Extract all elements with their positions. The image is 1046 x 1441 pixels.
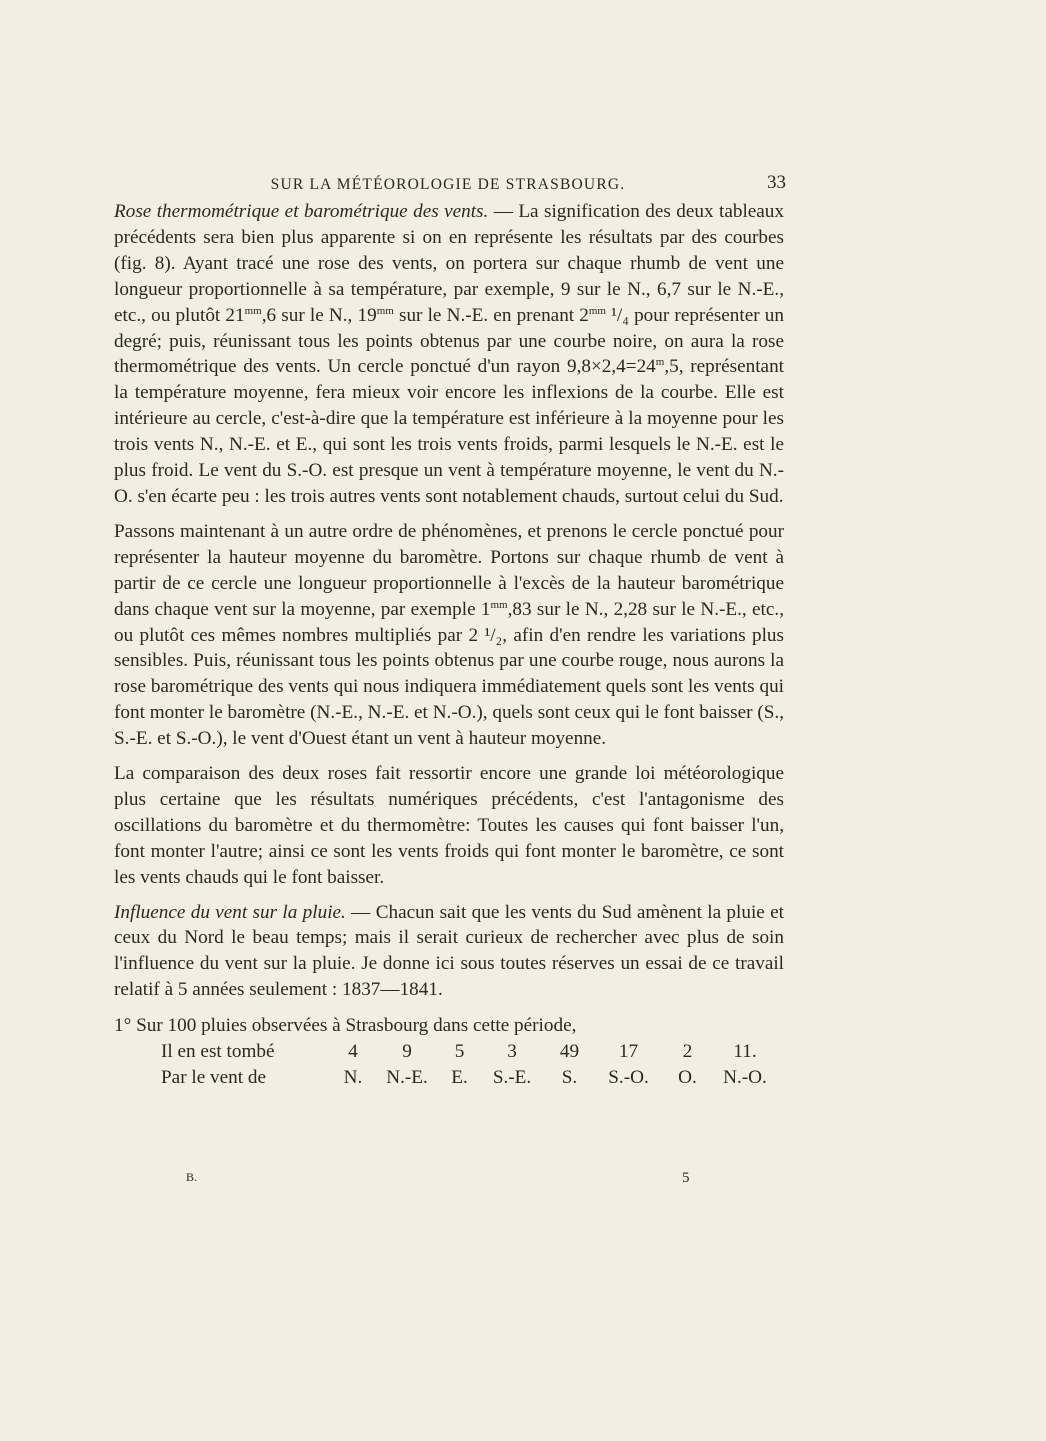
section-heading-rose: Rose thermométrique et barométrique des vents. — [114, 201, 489, 222]
unit-superscript: mm — [490, 598, 508, 611]
text-run: — La signification des deux tableaux précédents sera bien plus apparente si on en représente les résultats par des courbes (fig. 8). Ayant tracé une rose des vents, on portera sur chaque rhumb de vent une longueur proportionnelle à sa température, par exemple, 9 sur le N., 6,7 sur le N.-E., etc., ou plutôt 21 — [114, 201, 784, 326]
table-row-label: Il en est tombé — [161, 1041, 275, 1063]
page-body — [114, 199, 784, 1091]
unit-superscript: m — [655, 356, 665, 369]
table-cell: N.-O. — [723, 1067, 767, 1089]
table-cell: N.-E. — [386, 1067, 428, 1089]
header-title: SUR LA MÉTÉOROLOGIE DE STRASBOURG. — [270, 176, 626, 193]
paragraph-comparaison — [114, 761, 784, 891]
table-cell: 3 — [507, 1041, 517, 1063]
text-run: ,5, représentant la température moyenne, fera mieux voir encore les inflexions de la courbe. Elle est intérieure au cercle, c'est-à-dire que la température est inférieure à la moyenne pour les trois vents N., N.-E. et E., qui sont les trois vents froids, parmi lesquels le N.-E. est le plus froid. Le vent du S.-O. est presque un vent à température moyenne, le vent du N.-O. s'en écarte peu : les trois autres vents sont notablement chauds, surtout celui du Sud. — [114, 356, 784, 507]
table-cell: E. — [451, 1067, 468, 1089]
table-cell: 17 — [618, 1041, 639, 1063]
table-cell: 5 — [454, 1041, 465, 1063]
table-cell: 11. — [733, 1041, 757, 1063]
text-run: Passons maintenant à un autre ordre de phénomènes, et prenons le cercle ponctué pour représenter la hauteur moyenne du baromètre. Portons sur chaque rhumb de vent à partir de ce cercle une longueur proportionnelle à l'excès de la hauteur barométrique dans chaque vent sur la moyenne, par exemple 1 — [114, 520, 784, 620]
table-row-label: Par le vent de — [161, 1067, 266, 1089]
paragraph-barometre — [114, 519, 784, 752]
table-cell: 49 — [559, 1041, 580, 1063]
table-cell: S.-O. — [608, 1067, 649, 1089]
text-run: sur le N.-E. en prenant 2 — [393, 304, 589, 326]
table-intro: 1° Sur 100 pluies observées à Strasbourg dans cette période, — [114, 1015, 577, 1037]
table-cell: S. — [561, 1067, 578, 1089]
table-cell: O. — [678, 1067, 697, 1089]
table-cell: 2 — [682, 1041, 693, 1063]
page-footer — [114, 1170, 784, 1190]
table-cell: 9 — [402, 1041, 412, 1063]
table-cell: N. — [343, 1067, 363, 1089]
paragraph-pluie — [114, 900, 784, 1004]
unit-superscript: mm — [376, 304, 394, 317]
paragraph-rose — [114, 199, 784, 510]
text-run: ¹/₄ pour représenter un degré; puis, réunissant tous les points obtenus par une courbe noire, on aura la rose thermométrique des vents. Un cercle ponctué d'un rayon 9,8×2,4=24 — [114, 304, 784, 378]
table-cell: 4 — [348, 1041, 358, 1063]
table-cell: S.-E. — [492, 1067, 532, 1089]
unit-superscript: mm — [244, 304, 262, 317]
unit-superscript: mm — [588, 304, 606, 317]
text-run: ,6 sur le N., 19 — [261, 304, 377, 326]
running-header — [112, 172, 784, 198]
text-run: ,83 sur le N., 2,28 sur le N.-E., etc., ou plutôt ces mêmes nombres multipliés par 2 ¹/₂, afin d'en rendre les variations plus sensibles. Puis, réunissant tous les points obtenus par une courbe rouge, nous aurons la rose barométrique des vents qui nous indiquera immédiatement quels sont les vents qui font monter le baromètre (N.-E., N.-E. et N.-O.), quels sont ceux qui le font baisser (S., S.-E. et S.-O.), le vent d'Ouest étant un vent à hauteur moyenne. — [114, 598, 784, 750]
page-number: 33 — [767, 172, 786, 193]
rain-wind-table — [114, 1013, 784, 1091]
table-row-values — [114, 1039, 784, 1065]
gathering-number: 5 — [682, 1170, 690, 1186]
section-heading-pluie: Influence du vent sur la pluie. — [114, 901, 346, 923]
text-run: — Chacun sait que les vents du Sud amènent la pluie et ceux du Nord le beau temps; mais il serait curieux de rechercher avec plus de soin l'influence du vent sur la pluie. Je donne ici sous toutes réserves un essai de ce travail relatif à 5 années seulement : 1837—1841. — [114, 901, 784, 1001]
table-row-winds — [114, 1065, 784, 1091]
signature-mark: B. — [186, 1170, 198, 1184]
text-run: La comparaison des deux roses fait ressortir encore une grande loi météorologique plus certaine que les résultats numériques précédents, c'est l'antagonisme des oscillations du baromètre et du thermomètre: Toutes les causes qui font baisser l'un, font monter l'autre; ainsi ce sont les vents froids qui font monter le baromètre, ce sont les vents chauds qui le font baisser. — [114, 763, 784, 888]
